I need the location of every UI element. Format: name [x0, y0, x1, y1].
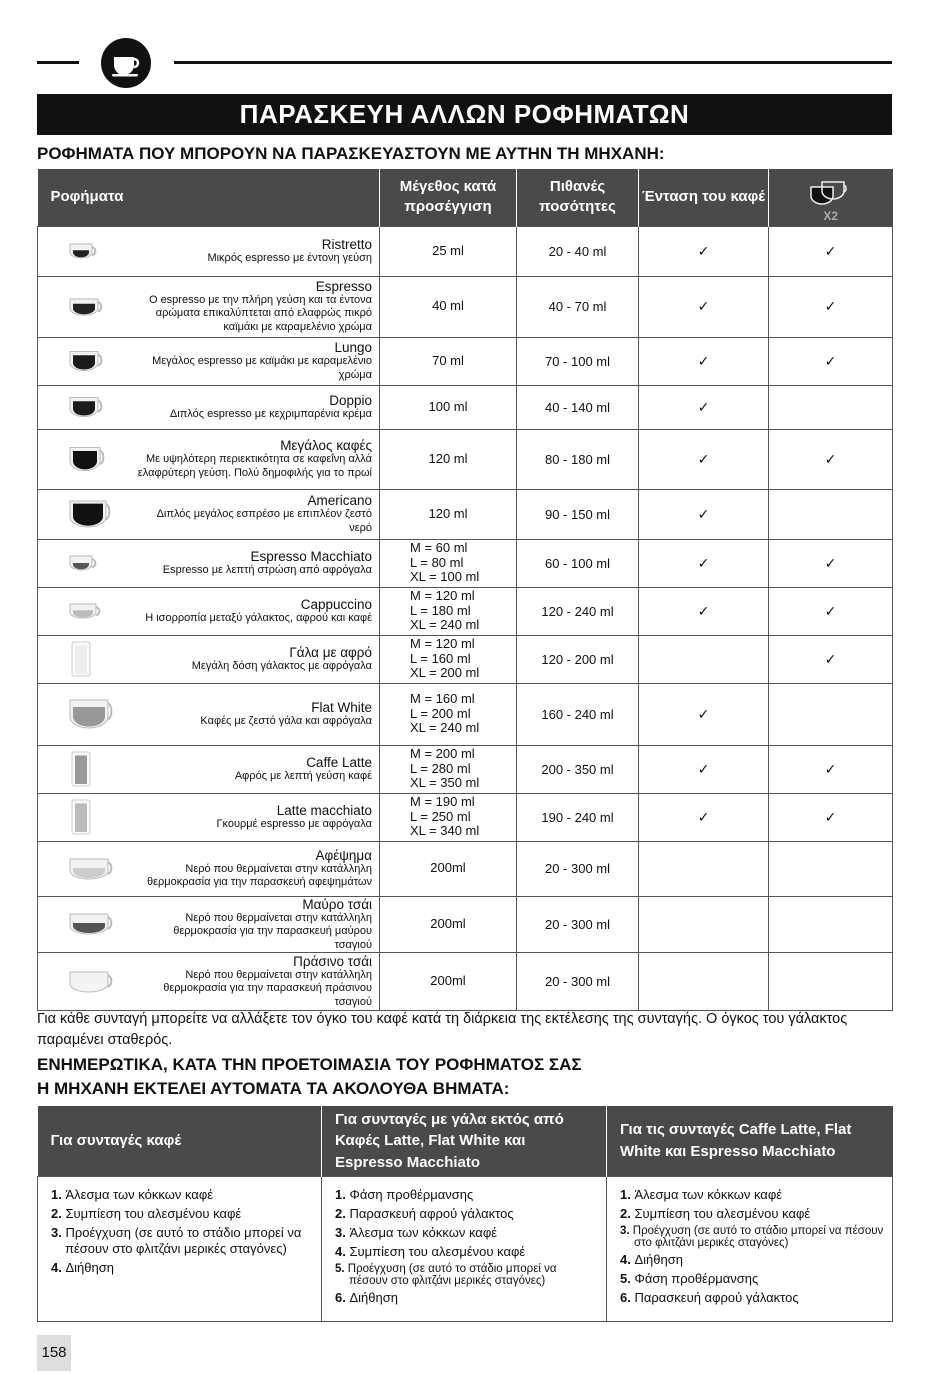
- beverage-cell: [38, 489, 380, 539]
- size-cell: [380, 385, 517, 429]
- checkmark-icon: ✓: [824, 650, 837, 667]
- size-cell: [380, 793, 517, 841]
- intensity-cell: [639, 683, 769, 745]
- table-row: [38, 337, 893, 385]
- double-cell: [769, 635, 893, 683]
- table-row: [38, 276, 893, 337]
- size-value: L = 200 ml: [410, 705, 471, 721]
- step-item: [620, 1271, 884, 1287]
- double-cell: [769, 793, 893, 841]
- beverage-name: Caffe Latte: [306, 754, 372, 770]
- beverage-cell: [38, 683, 380, 745]
- double-cell: [769, 385, 893, 429]
- beverage-name: Latte macchiato: [276, 802, 372, 818]
- step-text: Διήθηση: [65, 1259, 114, 1275]
- intensity-cell: [639, 226, 769, 276]
- checkmark-icon: ✓: [697, 450, 710, 467]
- table-row: [38, 953, 893, 1011]
- beverage-name: Ristretto: [321, 236, 372, 252]
- step-text: Άλεσμα των κόκκων καφέ: [65, 1186, 214, 1202]
- step-item: [620, 1252, 884, 1268]
- quantity-cell: 20 - 300 ml: [517, 841, 639, 896]
- beverage-cell: [38, 429, 380, 489]
- beverages-table: [37, 169, 893, 1011]
- intensity-cell: [639, 635, 769, 683]
- checkmark-icon: ✓: [824, 554, 837, 571]
- table-row: [38, 745, 893, 793]
- double-cell: [769, 429, 893, 489]
- table-row: [38, 896, 893, 953]
- table-row: [38, 429, 893, 489]
- beverage-description: Η ισορροπία μεταξύ γάλακτος, αφρού και καφέ: [145, 611, 372, 624]
- intensity-cell: [639, 276, 769, 337]
- page-number: 158: [37, 1335, 71, 1371]
- size-value: 200ml: [430, 973, 466, 989]
- double-cell: [769, 683, 893, 745]
- step-number: 3.: [335, 1224, 350, 1240]
- checkmark-icon: ✓: [697, 602, 710, 619]
- table-row: [38, 226, 893, 276]
- step-item: [620, 1187, 884, 1203]
- col-header-intensity: Ένταση του καφέ: [639, 169, 769, 226]
- step-item: [620, 1206, 884, 1222]
- checkmark-icon: ✓: [824, 450, 837, 467]
- size-cell: [380, 429, 517, 489]
- size-value: 120 ml: [428, 450, 468, 466]
- step-number: 3.: [620, 1224, 633, 1237]
- step-item: [620, 1290, 884, 1306]
- intensity-cell: [639, 337, 769, 385]
- step-number: 2.: [51, 1205, 66, 1221]
- beverage-description: Καφές με ζεστό γάλα και αφρόγαλα: [200, 714, 372, 727]
- table-row: [38, 587, 893, 635]
- size-cell: [380, 683, 517, 745]
- flat-white-icon: [68, 695, 118, 733]
- steps-table: [37, 1106, 893, 1322]
- double-cell: [769, 489, 893, 539]
- beverage-name: Flat White: [311, 699, 372, 715]
- intensity-cell: [639, 587, 769, 635]
- step-text: Διήθηση: [634, 1251, 683, 1267]
- size-cell: [380, 635, 517, 683]
- checkmark-icon: ✓: [697, 398, 710, 415]
- checkmark-icon: ✓: [697, 298, 710, 314]
- step-text: Προέγχυση (σε αυτό το στάδιο μπορεί να πέσουν στο φλιτζάνι μερικές σταγόνες): [65, 1224, 302, 1256]
- steps-heading-line-2: Η ΜΗΧΑΝΗ ΕΚΤΕΛΕΙ ΑΥΤΟΜΑΤΑ ΤΑ ΑΚΟΛΟΥΘΑ ΒΗΜΑΤΑ:: [37, 1079, 510, 1098]
- step-item: [335, 1263, 598, 1287]
- quantity-cell: 70 - 100 ml: [517, 337, 639, 385]
- size-value: L = 250 ml: [410, 808, 471, 824]
- beverage-description: Διπλός espresso με κεχριμπαρένια κρέμα: [169, 407, 372, 420]
- volume-note: Για κάθε συνταγή μπορείτε να αλλάξετε τον όγκο του καφέ κατά τη διάρκεια της εκτέλεσης της συνταγής. Ο όγκος του γάλακτος παραμένει σταθερός.: [37, 1011, 848, 1048]
- quantity-cell: 20 - 40 ml: [517, 226, 639, 276]
- size-value: L = 160 ml: [410, 650, 471, 666]
- beverage-cell: [38, 385, 380, 429]
- quantity-cell: 40 - 70 ml: [517, 276, 639, 337]
- small-espresso-icon: [68, 239, 102, 263]
- steps-col: [38, 1176, 322, 1321]
- table-row: [38, 841, 893, 896]
- size-value: M = 200 ml: [410, 746, 475, 762]
- step-item: [335, 1290, 598, 1306]
- beverage-name: Doppio: [329, 392, 372, 408]
- step-text: Συμπίεση του αλεσμένου καφέ: [349, 1243, 526, 1259]
- size-value: XL = 240 ml: [410, 617, 480, 633]
- beverage-description: Νερό που θερμαίνεται στην κατάλληλη θερμοκρασία για την παρασκευή αφεψημάτων: [146, 862, 372, 888]
- cappuccino-icon: [68, 599, 106, 623]
- steps-heading-line-1: ΕΝΗΜΕΡΩΤΙΚΑ, ΚΑΤΑ ΤΗΝ ΠΡΟΕΤΟΙΜΑΣΙΑ ΤΟΥ ΡΟΦΗΜΑΤΟΣ ΣΑΣ: [37, 1055, 582, 1074]
- col-header-double: [769, 169, 893, 226]
- step-item: [335, 1244, 598, 1260]
- milk-glass-icon: [68, 640, 94, 678]
- size-value: XL = 100 ml: [410, 569, 480, 585]
- size-cell: [380, 539, 517, 587]
- double-cell: [769, 226, 893, 276]
- quantity-cell: 20 - 300 ml: [517, 896, 639, 953]
- coffee-cup-icon: [101, 38, 151, 88]
- step-text: Άλεσμα των κόκκων καφέ: [634, 1186, 783, 1202]
- beverage-cell: [38, 587, 380, 635]
- beverage-name: Γάλα με αφρό: [289, 644, 372, 660]
- quantity-cell: 40 - 140 ml: [517, 385, 639, 429]
- double-cell: [769, 587, 893, 635]
- tea-cup-dark-icon: [68, 907, 118, 941]
- intensity-cell: [639, 745, 769, 793]
- beverage-description: Διπλός μεγάλος εσπρέσο με επιπλέον ζεστό νερό: [156, 508, 372, 534]
- size-value: 40 ml: [432, 298, 464, 314]
- beverage-cell: [38, 635, 380, 683]
- step-item: [51, 1206, 313, 1222]
- step-text: Διήθηση: [349, 1289, 398, 1305]
- table-row: [38, 489, 893, 539]
- checkmark-icon: ✓: [824, 298, 837, 314]
- tea-cup-clear-icon: [68, 965, 118, 999]
- header-rule-left: [37, 61, 79, 64]
- size-value: 25 ml: [432, 242, 464, 258]
- checkmark-icon: ✓: [697, 352, 710, 369]
- step-text: Προέγχυση (σε αυτό το στάδιο μπορεί να πέσουν στο φλιτζάνι μερικές σταγόνες): [347, 1262, 557, 1287]
- size-value: XL = 350 ml: [410, 775, 480, 791]
- beverage-name: Μαύρο τσάι: [302, 896, 372, 912]
- size-cell: [380, 745, 517, 793]
- beverage-name: Lungo: [334, 340, 372, 355]
- quantity-cell: 200 - 350 ml: [517, 745, 639, 793]
- size-value: M = 120 ml: [410, 636, 475, 652]
- double-cell: [769, 841, 893, 896]
- checkmark-icon: ✓: [697, 760, 710, 777]
- step-text: Προέγχυση (σε αυτό το στάδιο μπορεί να πέσουν στο φλιτζάνι μερικές σταγόνες): [632, 1224, 884, 1249]
- table-row: [38, 635, 893, 683]
- espresso-icon: [68, 294, 108, 320]
- quantity-cell: 90 - 150 ml: [517, 489, 639, 539]
- size-value: M = 120 ml: [410, 588, 475, 604]
- table-header-row: [38, 169, 893, 226]
- tea-cup-light-icon: [68, 852, 118, 886]
- checkmark-icon: ✓: [824, 242, 837, 259]
- size-value: 70 ml: [432, 352, 464, 368]
- size-cell: [380, 841, 517, 896]
- header-rule-right: [174, 61, 892, 64]
- size-value: XL = 340 ml: [410, 823, 480, 839]
- step-number: 2.: [620, 1205, 635, 1221]
- step-item: [335, 1187, 598, 1203]
- intensity-cell: [639, 385, 769, 429]
- double-cell: [769, 539, 893, 587]
- step-number: 4.: [51, 1259, 66, 1275]
- double-label: X2: [823, 208, 839, 223]
- step-text: Παρασκευή αφρού γάλακτος: [634, 1289, 799, 1305]
- size-cell: [380, 337, 517, 385]
- step-number: 1.: [620, 1186, 635, 1202]
- double-cell: [769, 953, 893, 1011]
- steps-col-header: Για συνταγές με γάλα εκτός από Καφές Latte, Flat White και Espresso Macchiato: [322, 1106, 607, 1176]
- step-number: 3.: [51, 1224, 66, 1240]
- steps-col: [607, 1176, 893, 1321]
- size-value: 120 ml: [428, 505, 468, 521]
- table-row: [38, 539, 893, 587]
- size-value: L = 180 ml: [410, 602, 471, 618]
- step-item: [335, 1225, 598, 1241]
- table-row: [38, 385, 893, 429]
- step-item: [335, 1206, 598, 1222]
- beverage-cell: [38, 841, 380, 896]
- size-cell: [380, 896, 517, 953]
- size-cell: [380, 587, 517, 635]
- steps-col-header: Για συνταγές καφέ: [38, 1106, 322, 1176]
- beverage-cell: [38, 953, 380, 1011]
- steps-col-header: Για τις συνταγές Caffe Latte, Flat White και Espresso Macchiato: [607, 1106, 893, 1176]
- step-item: [51, 1260, 313, 1276]
- checkmark-icon: ✓: [697, 554, 710, 571]
- beverage-cell: [38, 226, 380, 276]
- size-cell: [380, 489, 517, 539]
- americano-icon: [68, 497, 116, 531]
- quantity-cell: 160 - 240 ml: [517, 683, 639, 745]
- size-value: M = 190 ml: [410, 794, 475, 810]
- step-text: Συμπίεση του αλεσμένου καφέ: [634, 1205, 811, 1221]
- quantity-cell: 190 - 240 ml: [517, 793, 639, 841]
- latte-glass-icon: [68, 750, 94, 788]
- steps-header-row: [38, 1106, 893, 1176]
- step-item: [620, 1225, 884, 1249]
- step-number: 1.: [335, 1186, 350, 1202]
- size-value: XL = 200 ml: [410, 665, 480, 681]
- beverage-cell: [38, 539, 380, 587]
- double-cell: [769, 276, 893, 337]
- macchiato-icon: [68, 551, 102, 575]
- double-cell: [769, 337, 893, 385]
- double-cell: [769, 896, 893, 953]
- intensity-cell: [639, 841, 769, 896]
- beverage-description: Αφρός με λεπτή γεύση καφέ: [234, 769, 372, 782]
- beverage-cell: [38, 896, 380, 953]
- beverage-name: Espresso: [315, 278, 372, 294]
- checkmark-icon: ✓: [697, 808, 710, 825]
- quantity-cell: 80 - 180 ml: [517, 429, 639, 489]
- size-value: M = 60 ml: [410, 540, 468, 556]
- steps-body-row: [38, 1176, 893, 1321]
- lungo-icon: [68, 393, 108, 421]
- checkmark-icon: ✓: [824, 602, 837, 619]
- beverage-name: Πράσινο τσάι: [293, 953, 372, 969]
- checkmark-icon: ✓: [824, 352, 837, 369]
- size-cell: [380, 276, 517, 337]
- beverage-name: Αφέψημα: [315, 847, 372, 863]
- beverage-cell: [38, 276, 380, 337]
- double-cup-icon: [808, 179, 854, 207]
- quantity-cell: 60 - 100 ml: [517, 539, 639, 587]
- beverage-name: Espresso Macchiato: [250, 548, 372, 564]
- size-cell: [380, 226, 517, 276]
- checkmark-icon: ✓: [697, 705, 710, 722]
- step-text: Συμπίεση του αλεσμένου καφέ: [65, 1205, 242, 1221]
- beverage-description: Ο espresso με την πλήρη γεύση και τα έντονα αρώματα επικαλύπτεται από ελαφρώς πικρό καϊμάκι με καραμελένιο χρώμα: [148, 293, 372, 333]
- intensity-cell: [639, 896, 769, 953]
- beverage-cell: [38, 745, 380, 793]
- beverage-name: Μεγάλος καφές: [280, 438, 372, 453]
- step-text: Άλεσμα των κόκκων καφέ: [349, 1224, 498, 1240]
- size-value: 200ml: [430, 860, 466, 876]
- quantity-cell: 120 - 200 ml: [517, 635, 639, 683]
- size-value: M = 160 ml: [410, 691, 475, 707]
- quantity-cell: 120 - 240 ml: [517, 587, 639, 635]
- intensity-cell: [639, 793, 769, 841]
- large-coffee-icon: [68, 443, 110, 475]
- beverage-cell: [38, 337, 380, 385]
- checkmark-icon: ✓: [824, 808, 837, 825]
- beverage-description: Μεγάλη δόση γάλακτος με αφρόγαλα: [191, 659, 372, 672]
- step-number: 4.: [335, 1243, 350, 1259]
- size-value: L = 80 ml: [410, 554, 464, 570]
- beverage-description: Μεγάλος espresso με καϊμάκι με καραμελένιο χρώμα: [152, 355, 372, 381]
- step-number: 5.: [620, 1270, 635, 1286]
- col-header-size: Μέγεθος κατά προσέγγιση: [380, 169, 517, 226]
- step-text: Παρασκευή αφρού γάλακτος: [349, 1205, 514, 1221]
- col-header-beverages: Ροφήματα: [38, 169, 380, 226]
- step-number: 4.: [620, 1251, 635, 1267]
- beverage-cell: [38, 793, 380, 841]
- beverages-subtitle: ΡΟΦΗΜΑΤΑ ΠΟΥ ΜΠΟΡΟΥΝ ΝΑ ΠΑΡΑΣΚΕΥΑΣΤΟΥΝ ΜΕ ΑΥΤΗΝ ΤΗ ΜΗΧΑΝΗ:: [37, 144, 665, 163]
- checkmark-icon: ✓: [697, 505, 710, 522]
- table-row: [38, 683, 893, 745]
- beverage-description: Με υψηλότερη περιεκτικότητα σε καφεΐνη αλλά ελαφρύτερη γεύση. Πολύ δημοφιλής για το πρωί: [137, 453, 372, 479]
- size-value: XL = 240 ml: [410, 720, 480, 736]
- intensity-cell: [639, 429, 769, 489]
- col-header-quantity: Πιθανές ποσότητες: [517, 169, 639, 226]
- beverage-description: Espresso με λεπτή στρώση από αφρόγαλα: [162, 563, 372, 576]
- beverage-description: Νερό που θερμαίνεται στην κατάλληλη θερμοκρασία για την παρασκευή μαύρου τσαγιού: [173, 911, 372, 951]
- page-title: ΠΑΡΑΣΚΕΥΗ ΑΛΛΩΝ ΡΟΦΗΜΑΤΩΝ: [37, 94, 892, 135]
- size-value: 100 ml: [428, 398, 468, 414]
- steps-col: [322, 1176, 607, 1321]
- size-value: 200ml: [430, 916, 466, 931]
- latte-macchiato-glass-icon: [68, 798, 94, 836]
- beverage-description: Νερό που θερμαίνεται στην κατάλληλη θερμοκρασία για την παρασκευή πράσινου τσαγιού: [163, 968, 372, 1008]
- step-number: 2.: [335, 1205, 350, 1221]
- quantity-cell: 20 - 300 ml: [517, 953, 639, 1011]
- step-text: Φάση προθέρμανσης: [349, 1186, 474, 1202]
- checkmark-icon: ✓: [824, 760, 837, 777]
- size-value: L = 280 ml: [410, 760, 471, 776]
- step-item: [51, 1187, 313, 1203]
- lungo-icon: [68, 347, 108, 375]
- intensity-cell: [639, 539, 769, 587]
- step-number: 5.: [335, 1262, 348, 1275]
- step-text: Φάση προθέρμανσης: [634, 1270, 759, 1286]
- checkmark-icon: ✓: [697, 242, 710, 259]
- beverage-description: Γκουρμέ espresso με αφρόγαλα: [216, 817, 372, 830]
- size-cell: [380, 953, 517, 1011]
- beverage-name: Cappuccino: [300, 596, 372, 612]
- table-row: [38, 793, 893, 841]
- step-number: 1.: [51, 1186, 66, 1202]
- beverage-name: Americano: [307, 493, 372, 508]
- step-number: 6.: [620, 1289, 635, 1305]
- intensity-cell: [639, 489, 769, 539]
- intensity-cell: [639, 953, 769, 1011]
- beverage-description: Μικρός espresso με έντονη γεύση: [207, 251, 372, 264]
- step-item: [51, 1225, 313, 1257]
- step-number: 6.: [335, 1289, 350, 1305]
- double-cell: [769, 745, 893, 793]
